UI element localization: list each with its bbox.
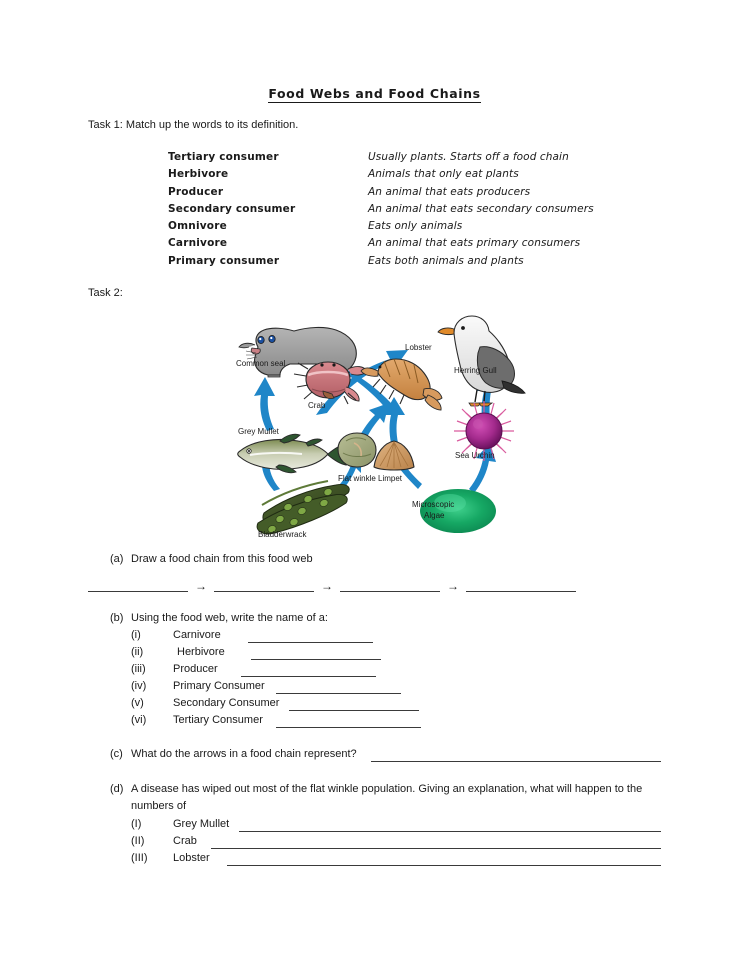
item-label: Crab: [173, 835, 197, 847]
organism-sea-urchin: [454, 401, 514, 461]
organism-label-flat-winkle: Flat winkle: [338, 474, 376, 483]
question-d-text: A disease has wiped out most of the flat winkle population. Giving an explanation, what will happen to the: [131, 783, 643, 795]
answer-blank[interactable]: [227, 853, 661, 866]
question-b-item: [131, 663, 551, 680]
food-chain-answer-row: [88, 580, 688, 592]
task1-intro: Task 1: Match up the words to its definition.: [88, 119, 299, 131]
match-term: Omnivore: [168, 220, 227, 233]
answer-blank[interactable]: [289, 698, 419, 711]
organism-label-sea-urchin: Sea Urchin: [455, 451, 495, 460]
match-row: [168, 237, 688, 254]
answer-blank[interactable]: [251, 647, 381, 660]
question-d-item: [131, 818, 671, 835]
question-c-label: (c): [110, 748, 123, 760]
food-chain-blank-3[interactable]: [340, 580, 440, 592]
match-row: [168, 186, 688, 203]
question-c-answer-blank[interactable]: [371, 749, 661, 762]
answer-blank[interactable]: [211, 836, 661, 849]
question-b-item: [131, 646, 551, 663]
item-label: Secondary Consumer: [173, 697, 280, 709]
match-definition: Usually plants. Starts off a food chain: [368, 151, 569, 163]
organism-label-limpet: Limpet: [378, 474, 403, 483]
question-c-text: What do the arrows in a food chain represent?: [131, 748, 357, 760]
match-definition: Animals that only eat plants: [368, 168, 519, 181]
chain-arrow-2: →: [321, 579, 333, 593]
organism-bladderwrack: [257, 481, 349, 537]
item-numeral: (v): [131, 697, 144, 709]
item-label: Herbivore: [177, 646, 225, 658]
item-label: Lobster: [173, 852, 210, 864]
match-term: Producer: [168, 185, 224, 198]
item-numeral: (vi): [131, 714, 147, 726]
question-b-item: [131, 714, 551, 731]
item-label: Grey Mullet: [173, 818, 230, 830]
food-chain-blank-2[interactable]: [214, 580, 314, 592]
item-numeral: (II): [131, 835, 145, 847]
item-numeral: (iii): [131, 663, 146, 675]
organism-label-grey-mullet: Grey Mullet: [238, 427, 279, 436]
chain-arrow-1: →: [195, 579, 207, 593]
question-d-item: [131, 852, 671, 869]
food-chain-blank-1[interactable]: [88, 580, 188, 592]
item-numeral: (iv): [131, 680, 147, 692]
question-b-item: [131, 629, 551, 646]
question-a-label: (a): [110, 553, 124, 565]
match-row: [168, 151, 688, 168]
answer-blank[interactable]: [276, 681, 401, 694]
food-web-diagram: [228, 303, 528, 537]
organism-label-crab: Crab: [308, 401, 326, 410]
match-definition: Eats only animals: [368, 220, 463, 233]
match-definition: An animal that eats producers: [368, 185, 531, 198]
organism-label-common-seal: Common seal: [236, 359, 286, 368]
item-numeral: (i): [131, 629, 141, 641]
match-row: [168, 220, 688, 237]
page-title-text: Food Webs and Food Chains: [268, 86, 481, 101]
match-term: Herbivore: [168, 168, 229, 181]
answer-blank[interactable]: [276, 715, 421, 728]
question-a-text: Draw a food chain from this food web: [131, 553, 313, 565]
answer-blank[interactable]: [239, 819, 661, 832]
organism-label-microscopic-algae-2: Algae: [424, 511, 445, 520]
item-numeral: (ii): [131, 646, 144, 658]
chain-arrow-3: →: [447, 579, 459, 593]
item-numeral: (I): [131, 818, 142, 830]
match-definition: An animal that eats primary consumers: [368, 237, 581, 250]
match-definition: Eats both animals and plants: [368, 254, 524, 267]
question-d-item: [131, 835, 671, 852]
item-numeral: (III): [131, 852, 148, 864]
match-row: [168, 168, 688, 185]
organism-herring-gull: [438, 316, 525, 406]
organism-label-lobster: Lobster: [405, 343, 432, 352]
match-definition: An animal that eats secondary consumers: [368, 202, 594, 215]
organism-flat-winkle: [338, 433, 376, 483]
organism-label-herring-gull: Herring Gull: [454, 366, 497, 375]
organism-label-microscopic-algae: Microscopic: [412, 500, 455, 509]
question-b-item: [131, 697, 551, 714]
question-d-label: (d): [110, 783, 124, 795]
page-title: [0, 86, 749, 101]
organism-grey-mullet: [238, 427, 346, 473]
question-b-text: Using the food web, write the name of a:: [131, 612, 328, 624]
match-term: Tertiary consumer: [168, 151, 279, 163]
task2-intro: Task 2:: [88, 287, 123, 299]
question-b-item: [131, 680, 551, 697]
match-row: [168, 255, 688, 272]
match-task-list: [168, 151, 688, 272]
match-term: Primary consumer: [168, 254, 280, 267]
answer-blank[interactable]: [248, 630, 373, 643]
match-term: Secondary consumer: [168, 202, 296, 215]
match-term: Carnivore: [168, 237, 228, 250]
food-chain-blank-4[interactable]: [466, 580, 576, 592]
item-label: Primary Consumer: [173, 680, 265, 692]
item-label: Producer: [173, 663, 218, 675]
question-b-label: (b): [110, 612, 124, 624]
item-label: Carnivore: [173, 629, 221, 641]
answer-blank[interactable]: [241, 664, 376, 677]
question-d-text-cont: numbers of: [131, 800, 187, 812]
organism-label-bladderwrack: Bladderwrack: [258, 530, 307, 537]
organism-microscopic-algae: [412, 489, 496, 533]
item-label: Tertiary Consumer: [173, 714, 263, 726]
match-row: [168, 203, 688, 220]
